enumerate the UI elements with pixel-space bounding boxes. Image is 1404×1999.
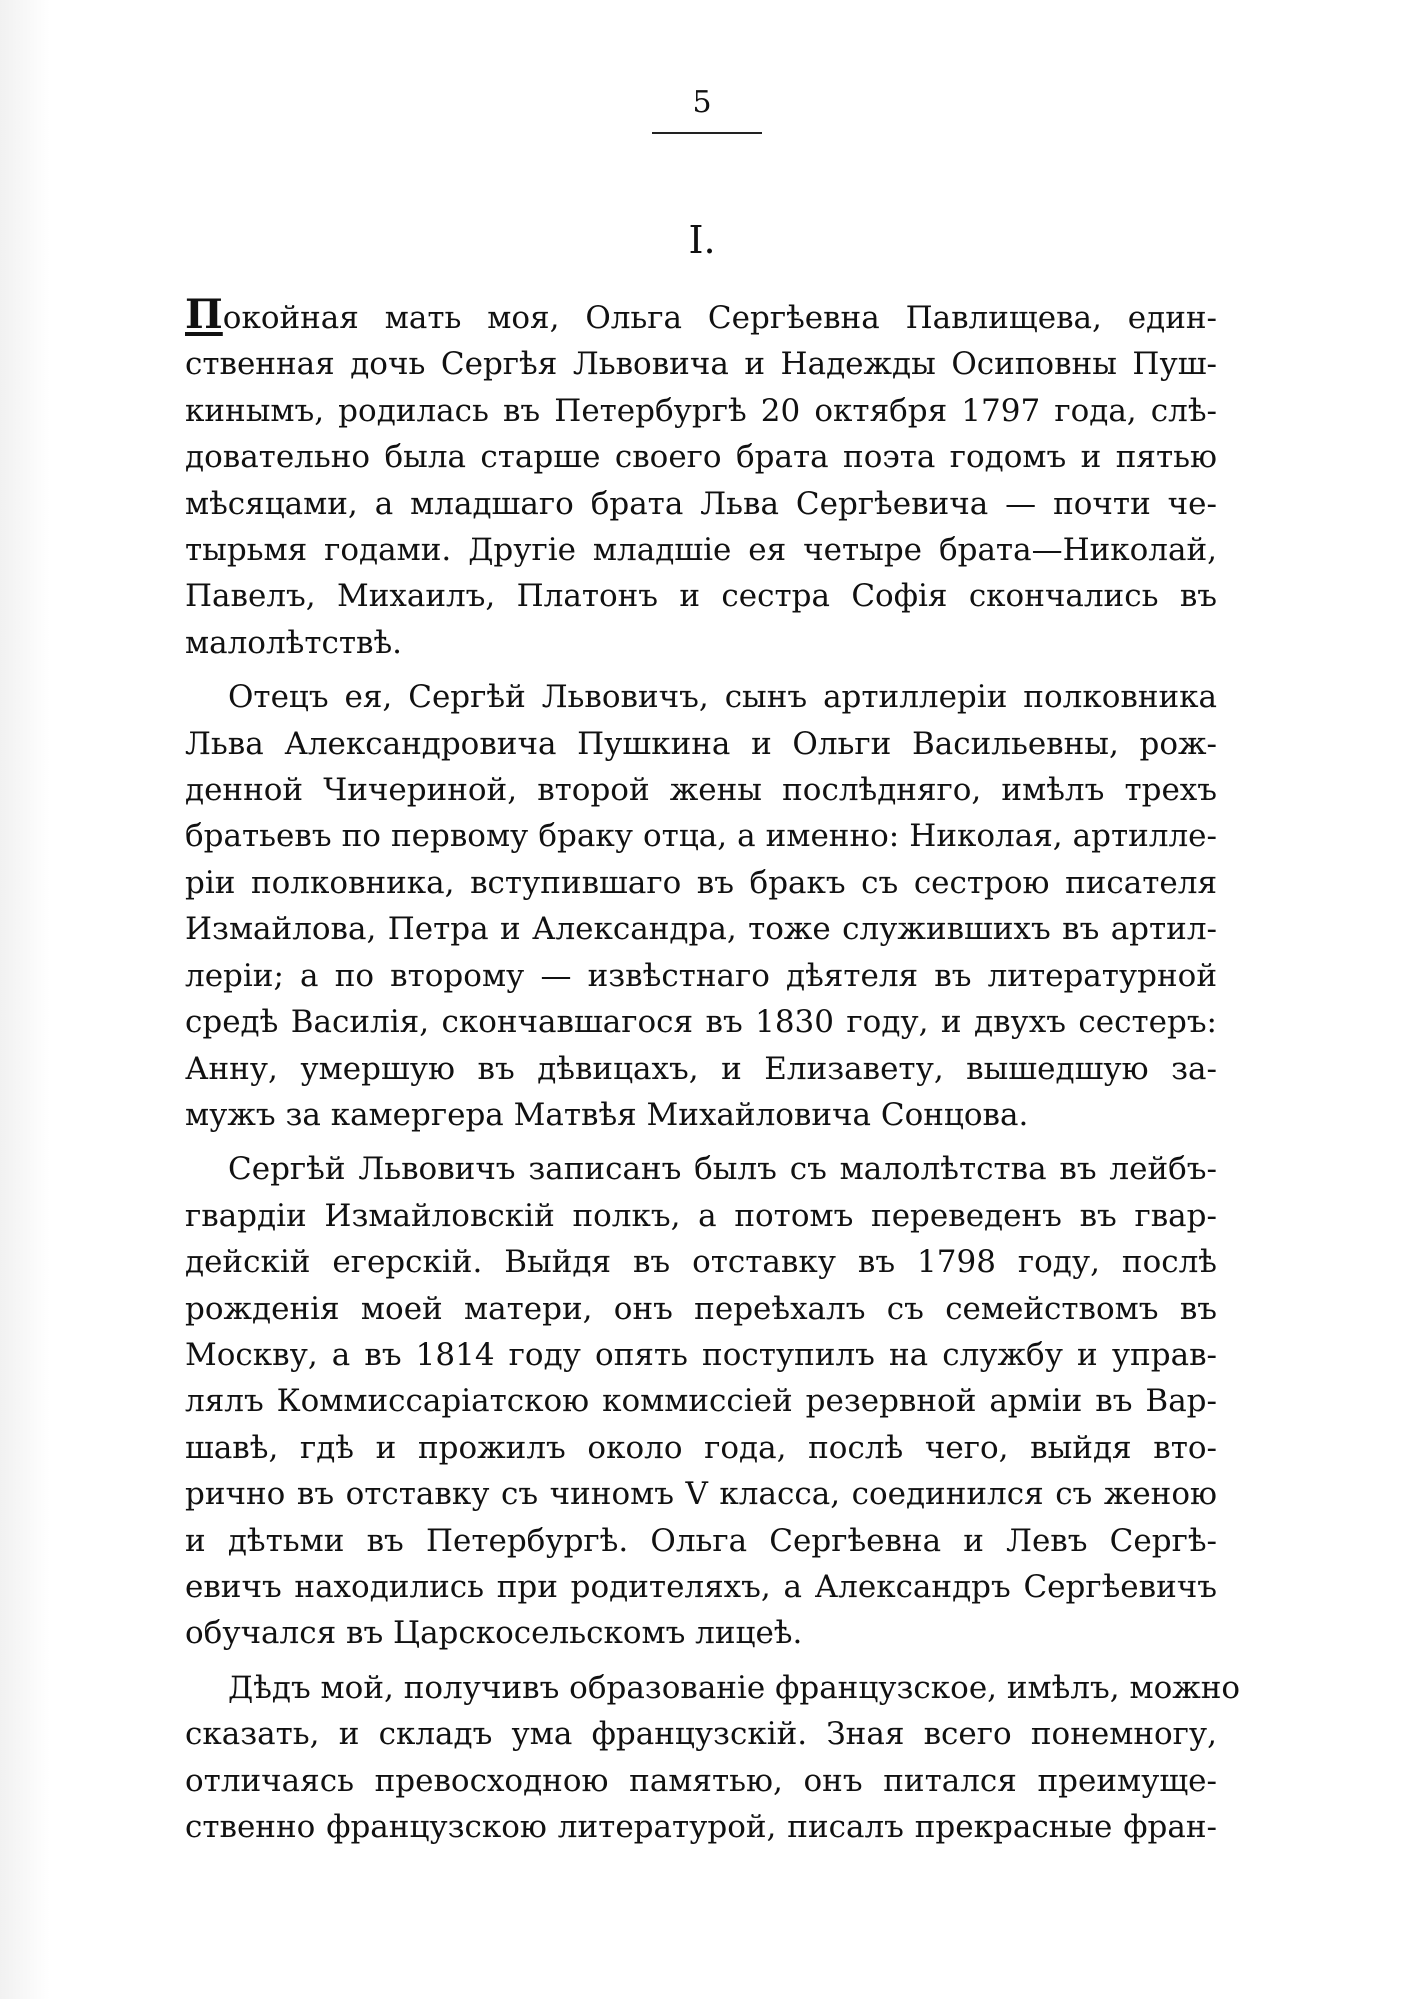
paragraph-2 (185, 674, 1217, 1138)
text-line: тырьмя годами. Другіе младшіе ея четыре брата—Николай, (185, 532, 1217, 569)
drop-cap: П (185, 291, 223, 338)
paragraph-1-line-1-text: окойная мать моя, Ольга Сергѣевна Павлищева, един- (222, 300, 1217, 336)
paragraph-4 (185, 1665, 1241, 1851)
text-line: ріи полковника, вступившаго въ бракъ съ сестрою писателя (185, 864, 1217, 901)
text-line: гвардіи Измайловскій полкъ, а потомъ переведенъ въ гвар- (185, 1197, 1217, 1234)
text-line: отличаясь превосходною памятью, онъ питался преимуще- (185, 1762, 1217, 1799)
text-line: рично въ отставку съ чиномъ V класса, соединился съ женою (185, 1476, 1217, 1513)
text-line: ственная дочь Сергѣя Львовича и Надежды Осиповны Пуш- (185, 346, 1217, 383)
text-line: мѣсяцами, а младшаго брата Льва Сергѣевича — почти че- (185, 485, 1217, 522)
text-line: денной Чичериной, второй жены послѣдняго, имѣлъ трехъ (185, 772, 1217, 809)
page-number: 5 (692, 85, 712, 120)
text-line: и дѣтьми въ Петербургѣ. Ольга Сергѣевна и Левъ Сергѣ- (185, 1522, 1217, 1559)
body-text (185, 291, 1241, 1850)
text-line: лялъ Коммиссаріатскою коммиссіей резервной арміи въ Вар- (185, 1383, 1217, 1420)
text-line: Дѣдъ мой, получивъ образованіе французское, имѣлъ, можно (228, 1669, 1241, 1706)
text-line: ственно французскою литературой, писалъ прекрасные фран- (185, 1809, 1217, 1845)
text-line: Москву, а въ 1814 году опять поступилъ на службу и управ- (185, 1336, 1217, 1373)
text-line: Льва Александровича Пушкина и Ольги Васильевны, рож- (185, 725, 1217, 762)
text-line: Измайлова, Петра и Александра, тоже служившихъ въ артил- (185, 911, 1217, 948)
text-line: кинымъ, родилась въ Петербургѣ 20 октября 1797 года, слѣ- (185, 392, 1217, 429)
text-line: довательно была старше своего брата поэта годомъ и пятью (185, 439, 1217, 476)
text-line: Сергѣй Львовичъ записанъ былъ съ малолѣтства въ лейбъ- (228, 1151, 1217, 1188)
text-line: Анну, умершую въ дѣвицахъ, и Елизавету, вышедшую за- (185, 1050, 1217, 1087)
text-line: дейскій егерскій. Выйдя въ отставку въ 1798 году, послѣ (185, 1244, 1217, 1281)
text-line: мужъ за камергера Матвѣя Михайловича Сонцова. (185, 1096, 1029, 1133)
text-line: братьевъ по первому браку отца, а именно: Николая, артилле- (185, 818, 1217, 855)
text-line: Отецъ ея, Сергѣй Львовичъ, сынъ артиллеріи полковника (228, 679, 1217, 716)
text-line: обучался въ Царскосельскомъ лицеѣ. (185, 1615, 803, 1652)
text-line: сказать, и складъ ума французскій. Зная всего понемногу, (185, 1716, 1217, 1753)
text-line: шавѣ, гдѣ и прожилъ около года, послѣ чего, выйдя вто- (185, 1429, 1217, 1466)
paragraph-1-line-1 (185, 292, 1217, 341)
text-line: евичъ находились при родителяхъ, а Александръ Сергѣевичъ (185, 1568, 1217, 1605)
page-number-rule (652, 132, 762, 134)
paragraph-3 (185, 1146, 1217, 1656)
page-edge-shadow (0, 0, 50, 1999)
text-line: леріи; а по второму — извѣстнаго дѣятеля въ литературной (185, 957, 1217, 994)
text-line: рожденія моей матери, онъ переѣхалъ съ семействомъ въ (185, 1290, 1217, 1327)
text-line: малолѣтствѣ. (185, 624, 402, 661)
text-line: средѣ Василія, скончавшагося въ 1830 году, и двухъ сестеръ: (185, 1004, 1217, 1041)
chapter-heading: I. (688, 218, 716, 262)
paragraph-1 (185, 292, 1217, 666)
text-line: Павелъ, Михаилъ, Платонъ и сестра Софія скончались въ (185, 578, 1217, 615)
